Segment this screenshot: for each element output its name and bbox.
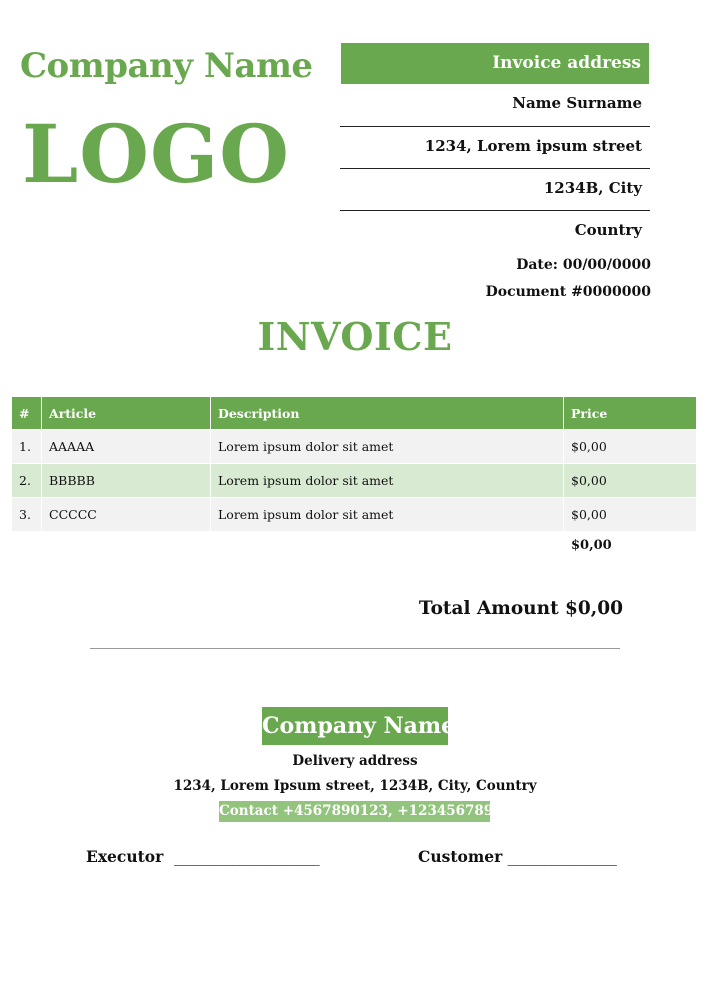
address-street: 1234, Lorem ipsum street xyxy=(424,137,642,155)
column-header-article: Article xyxy=(42,397,211,429)
row-article: BBBBB xyxy=(42,464,211,497)
total-amount: Total Amount $0,00 xyxy=(418,598,623,619)
delivery-address: 1234, Lorem Ipsum street, 1234B, City, Country xyxy=(173,778,537,794)
column-header-price: Price xyxy=(571,405,608,421)
executor-label: Executor xyxy=(86,847,164,866)
footer-company-name: Company Name xyxy=(262,707,448,745)
invoice-address-title: Invoice address xyxy=(341,43,649,84)
row-number: 2. xyxy=(12,464,42,497)
table-subtotal: $0,00 xyxy=(571,538,612,553)
customer-signature-line: _______________ xyxy=(507,848,617,866)
table-header-row xyxy=(12,397,696,429)
address-divider xyxy=(340,210,650,211)
table-row xyxy=(12,430,696,463)
row-description: Lorem ipsum dolor sit amet xyxy=(211,464,564,497)
executor-signature xyxy=(86,847,319,866)
address-name: Name Surname xyxy=(512,94,642,112)
row-price: $0,00 xyxy=(571,473,607,488)
address-divider xyxy=(340,168,650,169)
row-article: CCCCC xyxy=(42,498,211,531)
customer-signature xyxy=(418,847,616,866)
table-row xyxy=(12,498,696,531)
address-divider xyxy=(340,126,650,127)
invoice-title: INVOICE xyxy=(257,314,453,359)
table-row xyxy=(12,464,696,497)
executor-signature-line: ____________________ xyxy=(174,848,320,866)
row-price: $0,00 xyxy=(571,507,607,522)
row-number: 3. xyxy=(12,498,42,531)
document-number: Document #0000000 xyxy=(485,284,651,300)
customer-label: Customer xyxy=(418,847,503,866)
row-description: Lorem ipsum dolor sit amet xyxy=(211,498,564,531)
row-price: $0,00 xyxy=(571,439,607,454)
contact-info: Contact +4567890123, +123456789124 xyxy=(219,801,490,822)
column-header-description: Description xyxy=(211,397,564,429)
address-country: Country xyxy=(574,221,642,239)
row-description: Lorem ipsum dolor sit amet xyxy=(211,430,564,463)
invoice-date: Date: 00/00/0000 xyxy=(516,257,651,273)
company-logo: LOGO xyxy=(22,107,290,201)
row-number: 1. xyxy=(12,430,42,463)
delivery-address-label: Delivery address xyxy=(292,753,418,769)
company-name-header: Company Name xyxy=(20,46,313,86)
address-city: 1234B, City xyxy=(543,179,642,197)
invoice-items-table xyxy=(12,397,696,531)
column-header-number: # xyxy=(12,397,42,429)
row-article: AAAAA xyxy=(42,430,211,463)
section-divider xyxy=(90,648,620,649)
